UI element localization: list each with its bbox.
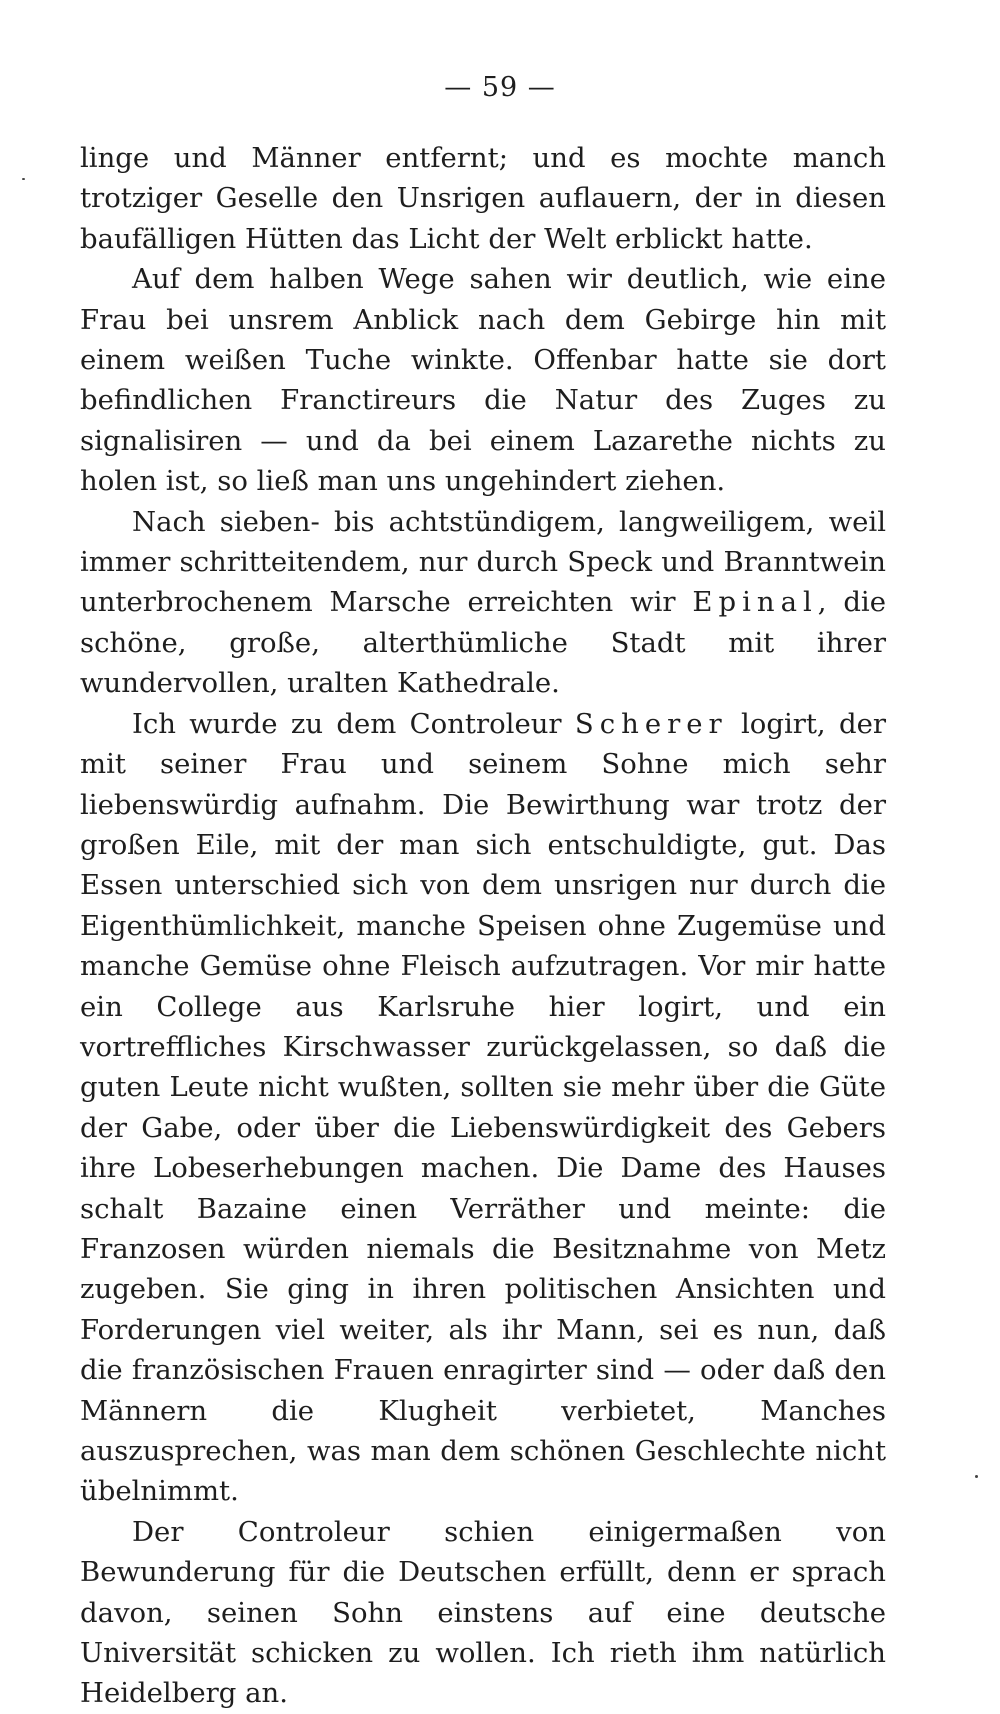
page-number: — 59 — bbox=[444, 72, 556, 103]
place-name-epinal: Epinal bbox=[692, 586, 818, 619]
paragraph-3-text-before: Nach sieben- bis achtstündigem, langweiligem, weil immer schritteitendem, nur durch Speck und Branntwein unterbrochenem Marsche erreichten wir bbox=[80, 505, 886, 619]
print-speck bbox=[22, 178, 25, 180]
body-text bbox=[80, 138, 886, 1714]
print-speck bbox=[975, 1475, 978, 1478]
paragraph-1: linge und Männer entfernt; und es mochte manch trotziger Geselle den Unsrigen auflauern, der in diesen baufälligen Hütten das Licht der Welt erblickt hatte. bbox=[80, 142, 886, 255]
paragraph-4-text-after: logirt, der mit seiner Frau und seinem Sohne mich sehr liebenswürdig aufnahm. Die Bewirthung war trotz der großen Eile, mit der man sich entschuldigte, gut. Das Essen unterschied sich von dem unsrigen nur durch die Eigenthümlichkeit, manche Speisen ohne Zugemüse und manche Gemüse ohne Fleisch aufzutragen. Vor mir hatte ein College aus Karlsruhe hier logirt, und ein vortreffliches Kirschwasser zurückgelassen, so daß die guten Leute nicht wußten, sollten sie mehr über die Güte der Gabe, oder über die Liebenswürdigkeit des Gebers ihre Lobeserhebungen machen. Die Dame des Hauses schalt Bazaine einen Verräther und meinte: die Franzosen würden niemals die Besitznahme von Metz zugeben. Sie ging in ihren politischen Ansichten und Forderungen viel weiter, als ihr Mann, sei es nun, daß die französischen Frauen enragirter sind — oder daß den Männern die Klugheit verbietet, Manches auszusprechen, was man dem schönen Geschlechte nicht übelnimmt. bbox=[80, 707, 886, 1508]
paragraph-3 bbox=[80, 502, 886, 704]
paragraph-4 bbox=[80, 704, 886, 1512]
paragraph-5: Der Controleur schien einigermaßen von Bewunderung für die Deutschen erfüllt, denn er sprach davon, seinen Sohn einstens auf eine deutsche Universität schicken zu wollen. Ich rieth ihm natürlich Heidelberg an. bbox=[80, 1515, 886, 1710]
person-name-scherer: Scherer bbox=[574, 707, 728, 740]
paragraph-3-text-after: , die schöne, große, alterthümliche Stadt mit ihrer wundervollen, uralten Kathedrale. bbox=[80, 586, 886, 700]
paragraph-2: Auf dem halben Wege sahen wir deutlich, wie eine Frau bei unsrem Anblick nach dem Gebirge hin mit einem weißen Tuche winkte. Offenbar hatte sie dort befindlichen Franctireurs die Natur des Zuges zu signalisiren — und da bei einem Lazarethe nichts zu holen ist, so ließ man uns ungehindert ziehen. bbox=[80, 263, 886, 498]
paragraph-4-text-before: Ich wurde zu dem Controleur bbox=[132, 707, 575, 740]
